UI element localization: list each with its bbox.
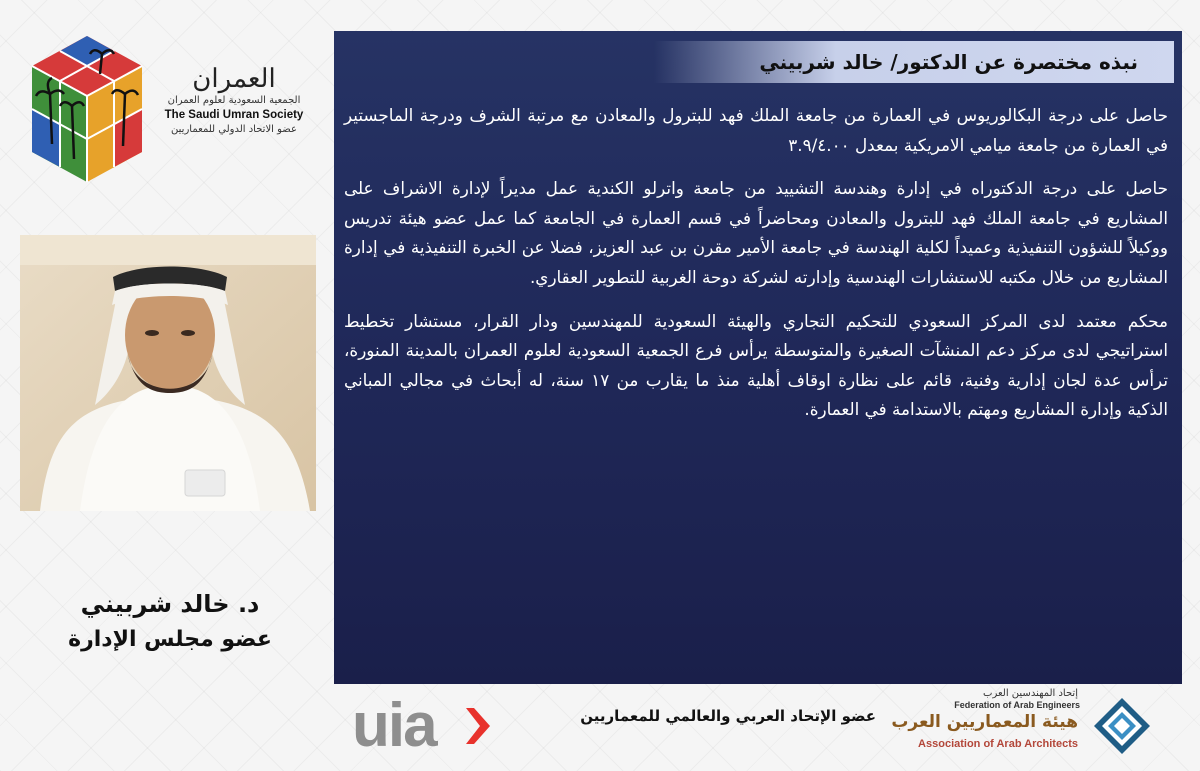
society-name-en: The Saudi Umran Society: [164, 109, 304, 121]
person-role: عضو مجلس الإدارة: [68, 627, 272, 652]
federation-name-en: Federation of Arab Engineers: [954, 700, 1080, 710]
society-logo: [22, 30, 322, 200]
person-name-block: [20, 586, 320, 658]
person-name: د. خالد شربيني: [80, 590, 260, 618]
portrait-photo: [20, 235, 316, 511]
association-name-ar: هيئة المعماريين العرب: [891, 712, 1078, 732]
society-cube-logo: [30, 34, 145, 184]
bio-paragraph-3: محكم معتمد لدى المركز السعودي للتحكيم التجاري والهيئة السعودية للمهندسين ودار القرار، مستشار تخطيط استراتيجي لدى مركز دعم المنشآت الصغيرة والمتوسطة يرأس فرع الجمعية السعودية لعلوم العمران بالمدينة المنورة، ترأس عدة لجان إدارية وفنية، قائم على نظارة اوقاف أهلية منذ ما يقارب من ١٧ سنة، له أبحاث في مجالي المباني الذكية وإدارة المشاريع ومهتم بالاستدامة في العمارة.: [344, 310, 1168, 420]
federation-name-ar: إتحاد المهندسين العرب: [983, 688, 1078, 699]
bio-paragraph-2: حاصل على درجة الدكتوراه في إدارة وهندسة التشييد من جامعة واترلو الكندية عمل مديراً لإدارة الاشراف على المشاريع في جامعة الملك فهد للبترول والمعادن ومحاضراً في قسم العمارة في الجامعة كما عمل عضو هيئة تدريس ووكيلاً للشؤون التنفيذية وعميداً لكلية الهندسة في جامعة الأمير مقرن بن عبد العزيز، فضلا عن الخبرة التنفيذية في إدارة المشاريع من خلال مكتبه للاستشارات الهندسية وإدارته لشركة دوحة الغربية للتطوير العقاري.: [344, 178, 1168, 287]
uia-logo: [350, 690, 500, 754]
society-subtitle-ar: الجمعية السعودية لعلوم العمران: [167, 95, 301, 106]
association-name-en: Association of Arab Architects: [918, 738, 1078, 750]
society-title-ar: العمران: [192, 64, 276, 94]
arab-architects-logo: [880, 688, 1170, 758]
bio-body: [344, 101, 1168, 439]
association-emblem-icon: [1092, 696, 1152, 756]
bio-panel: [334, 31, 1182, 684]
bio-paragraph-1: حاصل على درجة البكالوريوس في العمارة من جامعة الملك فهد للبترول والمعادن مع مرتبة الشرف ودرجة الماجستير في العمارة من جامعة ميامي الامريكية بمعدل ٣.٩/٤.٠٠: [344, 105, 1168, 155]
society-member-ar: عضو الاتحاد الدولي للمعماريين: [171, 124, 297, 135]
svg-text:uia: uia: [352, 691, 436, 754]
bio-title: نبذه مختصرة عن الدكتور/ خالد شربيني: [654, 41, 1174, 83]
membership-text: عضو الإتحاد العربي والعالمي للمعماريين: [580, 707, 876, 725]
society-logo-text: [150, 64, 318, 137]
